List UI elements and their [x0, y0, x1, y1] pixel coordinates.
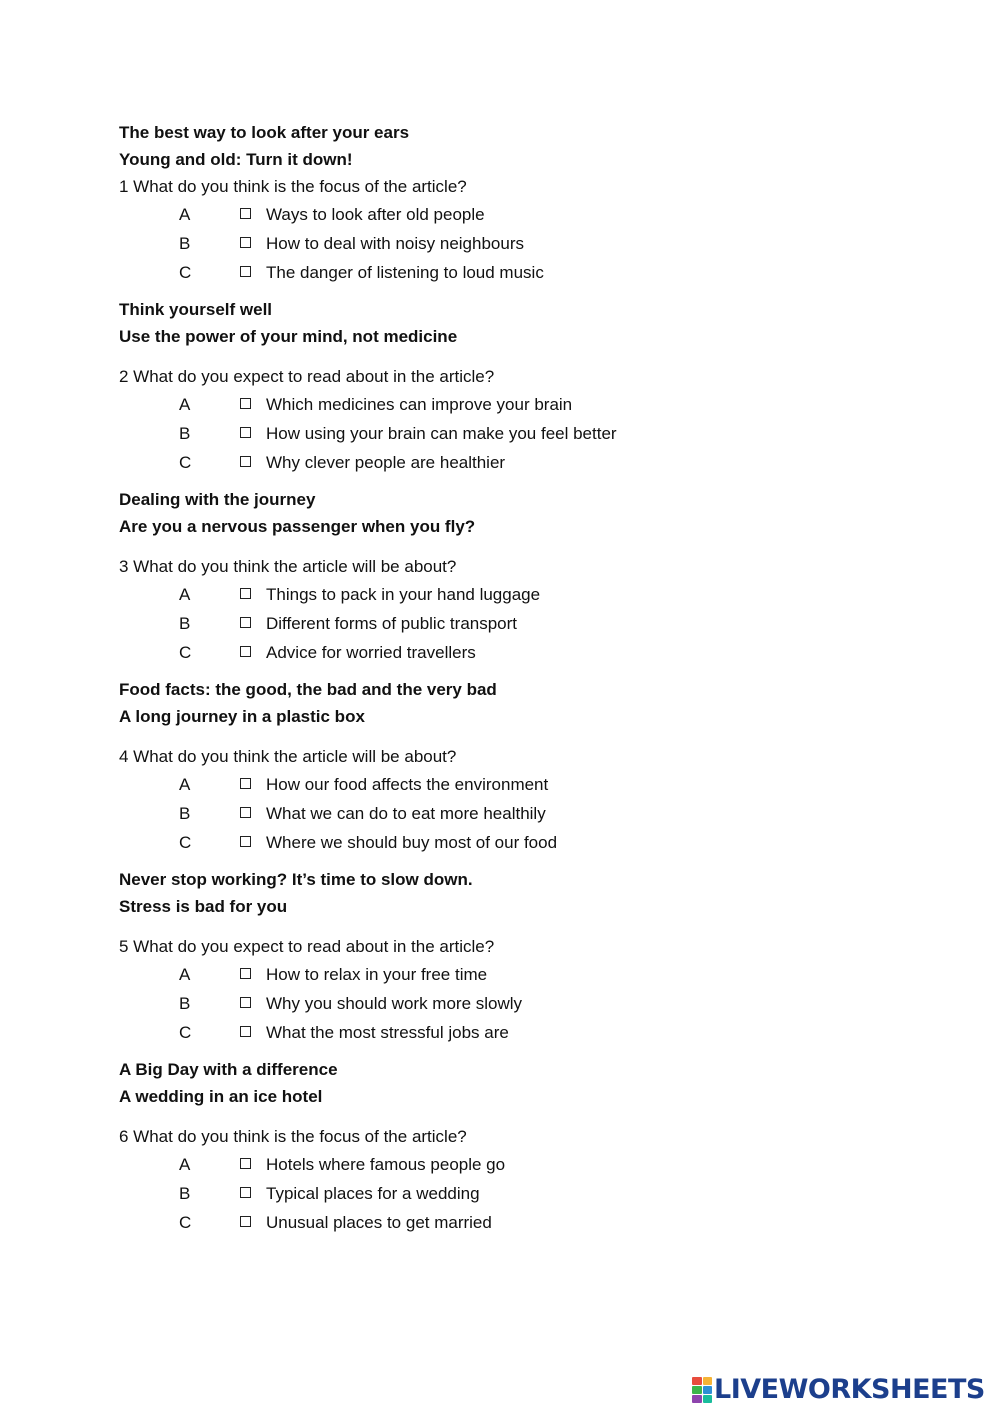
article-subtitle: Young and old: Turn it down! — [119, 149, 353, 169]
article-title: Food facts: the good, the bad and the very bad — [119, 680, 497, 699]
option-letter: B — [179, 994, 191, 1013]
question-section-1 — [119, 120, 919, 287]
checkbox[interactable] — [240, 968, 251, 979]
option-text: Typical places for a wedding — [266, 1184, 480, 1203]
option-letter: B — [179, 614, 191, 633]
answer-option-c[interactable] — [119, 448, 919, 477]
question-text: 6 What do you think is the focus of the article? — [119, 1127, 467, 1146]
option-text: Why clever people are healthier — [266, 453, 506, 472]
option-text: The danger of listening to loud music — [266, 263, 544, 282]
checkbox[interactable] — [240, 1216, 251, 1227]
option-letter: C — [179, 833, 192, 852]
option-text: How to relax in your free time — [266, 965, 488, 984]
option-text: Ways to look after old people — [266, 205, 485, 224]
option-text: How to deal with noisy neighbours — [266, 234, 524, 253]
article-title: A Big Day with a difference — [119, 1060, 338, 1079]
checkbox[interactable] — [240, 456, 251, 467]
option-letter: C — [179, 453, 192, 472]
answer-option-c[interactable] — [119, 1018, 919, 1047]
article-title: Dealing with the journey — [119, 490, 316, 509]
logo-mark-block — [703, 1386, 713, 1394]
checkbox[interactable] — [240, 778, 251, 789]
option-text: Unusual places to get married — [266, 1213, 492, 1232]
checkbox[interactable] — [240, 398, 251, 409]
article-title: Never stop working? It’s time to slow down. — [119, 870, 473, 889]
answer-option-c[interactable] — [119, 828, 919, 857]
checkbox[interactable] — [240, 807, 251, 818]
option-text: How our food affects the environment — [266, 775, 549, 794]
option-letter: B — [179, 234, 191, 253]
answer-option-b[interactable] — [119, 799, 919, 828]
answer-option-a[interactable] — [119, 390, 919, 419]
option-text: Different forms of public transport — [266, 614, 518, 633]
option-letter: B — [179, 1184, 191, 1203]
logo-mark-block — [692, 1395, 702, 1403]
article-title: Think yourself well — [119, 300, 273, 319]
option-letter: A — [179, 585, 191, 604]
article-title: The best way to look after your ears — [119, 123, 410, 142]
option-text: Hotels where famous people go — [266, 1155, 506, 1174]
answer-option-b[interactable] — [119, 1179, 919, 1208]
option-letter: C — [179, 643, 192, 662]
option-text: What the most stressful jobs are — [266, 1023, 509, 1042]
option-letter: B — [179, 804, 191, 823]
option-text: Things to pack in your hand luggage — [266, 585, 541, 604]
question-section-4 — [119, 677, 919, 857]
option-letter: C — [179, 263, 192, 282]
answer-option-c[interactable] — [119, 258, 919, 287]
checkbox[interactable] — [240, 646, 251, 657]
answer-option-b[interactable] — [119, 229, 919, 258]
article-subtitle: A long journey in a plastic box — [119, 706, 365, 726]
logo-text: LIVEWORKSHEETS — [714, 1374, 985, 1405]
answer-option-a[interactable] — [119, 200, 919, 229]
question-section-5 — [119, 867, 919, 1047]
option-letter: A — [179, 775, 191, 794]
answer-option-c[interactable] — [119, 1208, 919, 1237]
answer-option-a[interactable] — [119, 1150, 919, 1179]
option-text: Where we should buy most of our food — [266, 833, 558, 852]
answer-option-a[interactable] — [119, 960, 919, 989]
checkbox[interactable] — [240, 588, 251, 599]
answer-option-a[interactable] — [119, 580, 919, 609]
answer-option-b[interactable] — [119, 609, 919, 638]
answer-option-b[interactable] — [119, 989, 919, 1018]
liveworksheets-logo-icon — [692, 1377, 712, 1403]
article-subtitle: Use the power of your mind, not medicine — [119, 326, 458, 346]
option-text: What we can do to eat more healthily — [266, 804, 546, 823]
checkbox[interactable] — [240, 427, 251, 438]
logo-mark-block — [692, 1386, 702, 1394]
answer-option-a[interactable] — [119, 770, 919, 799]
question-section-3 — [119, 487, 919, 667]
checkbox[interactable] — [240, 617, 251, 628]
checkbox[interactable] — [240, 836, 251, 847]
option-text: Which medicines can improve your brain — [266, 395, 573, 414]
checkbox[interactable] — [240, 1158, 251, 1169]
question-section-6 — [119, 1057, 919, 1237]
question-section-2 — [119, 297, 919, 477]
option-letter: A — [179, 1155, 191, 1174]
answer-option-b[interactable] — [119, 419, 919, 448]
checkbox[interactable] — [240, 208, 251, 219]
logo-mark-block — [692, 1377, 702, 1385]
question-text: 5 What do you expect to read about in the article? — [119, 937, 495, 956]
answer-option-c[interactable] — [119, 638, 919, 667]
worksheet — [119, 120, 919, 1237]
option-text: Advice for worried travellers — [266, 643, 476, 662]
option-letter: A — [179, 395, 191, 414]
option-letter: A — [179, 205, 191, 224]
article-subtitle: Stress is bad for you — [119, 896, 288, 916]
option-letter: C — [179, 1213, 192, 1232]
article-subtitle: Are you a nervous passenger when you fly? — [119, 516, 476, 536]
logo-mark-block — [703, 1377, 713, 1385]
article-subtitle: A wedding in an ice hotel — [119, 1086, 323, 1106]
question-text: 4 What do you think the article will be about? — [119, 747, 457, 766]
option-text: How using your brain can make you feel better — [266, 424, 617, 443]
option-letter: A — [179, 965, 191, 984]
question-text: 3 What do you think the article will be about? — [119, 557, 457, 576]
checkbox[interactable] — [240, 266, 251, 277]
option-text: Why you should work more slowly — [266, 994, 523, 1013]
checkbox[interactable] — [240, 1026, 251, 1037]
logo-mark-block — [703, 1395, 713, 1403]
checkbox[interactable] — [240, 1187, 251, 1198]
checkbox[interactable] — [240, 997, 251, 1008]
option-letter: C — [179, 1023, 192, 1042]
question-text: 2 What do you expect to read about in the article? — [119, 367, 495, 386]
option-letter: B — [179, 424, 191, 443]
question-text: 1 What do you think is the focus of the article? — [119, 177, 467, 196]
checkbox[interactable] — [240, 237, 251, 248]
liveworksheets-logo — [692, 1374, 985, 1406]
